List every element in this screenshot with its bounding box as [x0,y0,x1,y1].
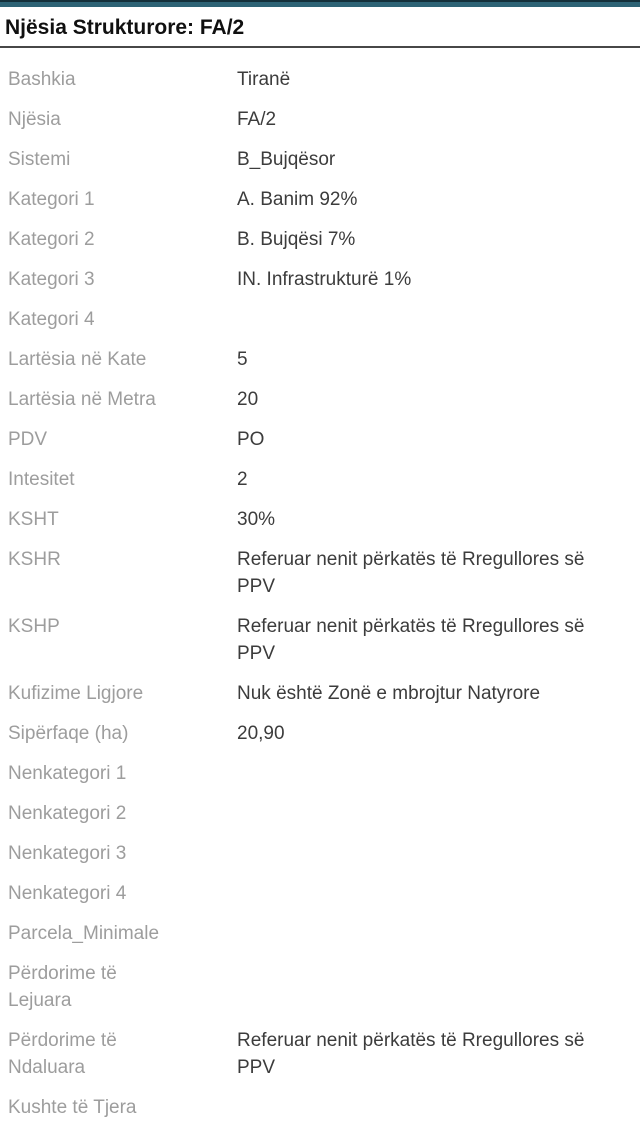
field-label: Sipërfaqe (ha) [8,723,129,744]
attribute-row [0,220,640,260]
attribute-row [0,607,640,674]
field-value [237,306,640,333]
attribute-list [0,48,640,1128]
field-label: Nenkategori 1 [8,763,127,784]
attribute-row [0,714,640,754]
field-label: PDV [8,429,48,450]
field-value [237,880,640,907]
attribute-row [0,794,640,834]
attribute-row [0,500,640,540]
field-label: Bashkia [8,69,76,90]
field-label: Njësia [8,109,61,130]
field-label: Kufizime Ligjore [8,683,144,704]
field-value: 20,90 [237,723,285,744]
attribute-row [0,460,640,500]
field-value: Nuk është Zonë e mbrojtur Natyrore [237,683,541,704]
field-label: Kategori 1 [8,189,95,210]
attribute-row [0,874,640,914]
page-title: Njësia Strukturore: FA/2 [5,16,245,39]
field-label: KSHT [8,509,59,530]
attribute-row [0,260,640,300]
field-value [237,840,640,867]
field-value: 2 [237,469,248,490]
field-label: KSHP [8,616,60,637]
field-value: PO [237,429,265,450]
field-value [237,760,640,787]
attribute-row [0,60,640,100]
field-value: 30% [237,509,276,530]
field-value: Tiranë [237,69,291,90]
attribute-row [0,914,640,954]
field-label: Kategori 3 [8,269,95,290]
attribute-row [0,540,640,607]
attribute-row [0,100,640,140]
field-value [237,1094,640,1121]
field-value [237,920,640,947]
field-label: Parcela_Minimale [8,923,160,944]
field-value [237,800,640,827]
field-value: IN. Infrastrukturë 1% [237,269,412,290]
field-value: A. Banim 92% [237,189,358,210]
field-label: Nenkategori 3 [8,843,127,864]
attribute-row [0,180,640,220]
attribute-row [0,140,640,180]
field-value: FA/2 [237,109,277,130]
field-label: Nenkategori 2 [8,803,127,824]
attribute-row [0,754,640,794]
attribute-row [0,834,640,874]
field-value [237,960,640,987]
field-label: Kategori 2 [8,229,95,250]
field-value: Referuar nenit përkatës të Rregullores së PPV [237,616,585,664]
attribute-row [0,420,640,460]
field-value: Referuar nenit përkatës të Rregullores së PPV [237,549,585,597]
field-label: Nenkategori 4 [8,883,127,904]
attribute-row [0,340,640,380]
field-label: Përdorime të Ndaluara [8,1030,117,1078]
field-label: Kategori 4 [8,309,95,330]
field-label: KSHR [8,549,61,570]
panel-top-accent-bar [0,0,640,7]
attribute-row [0,1088,640,1128]
field-label: Kushte të Tjera [8,1097,137,1118]
attribute-row [0,674,640,714]
field-label: Intesitet [8,469,75,490]
field-label: Sistemi [8,149,71,170]
attribute-row [0,380,640,420]
field-value: B_Bujqësor [237,149,336,170]
field-value: 5 [237,349,248,370]
attribute-row [0,954,640,1021]
attribute-row [0,300,640,340]
field-value: 20 [237,389,259,410]
field-label: Lartësia në Metra [8,389,156,410]
field-value: Referuar nenit përkatës të Rregullores së PPV [237,1030,585,1078]
field-label: Përdorime të Lejuara [8,963,117,1011]
field-value: B. Bujqësi 7% [237,229,356,250]
field-label: Lartësia në Kate [8,349,147,370]
attribute-row [0,1021,640,1088]
